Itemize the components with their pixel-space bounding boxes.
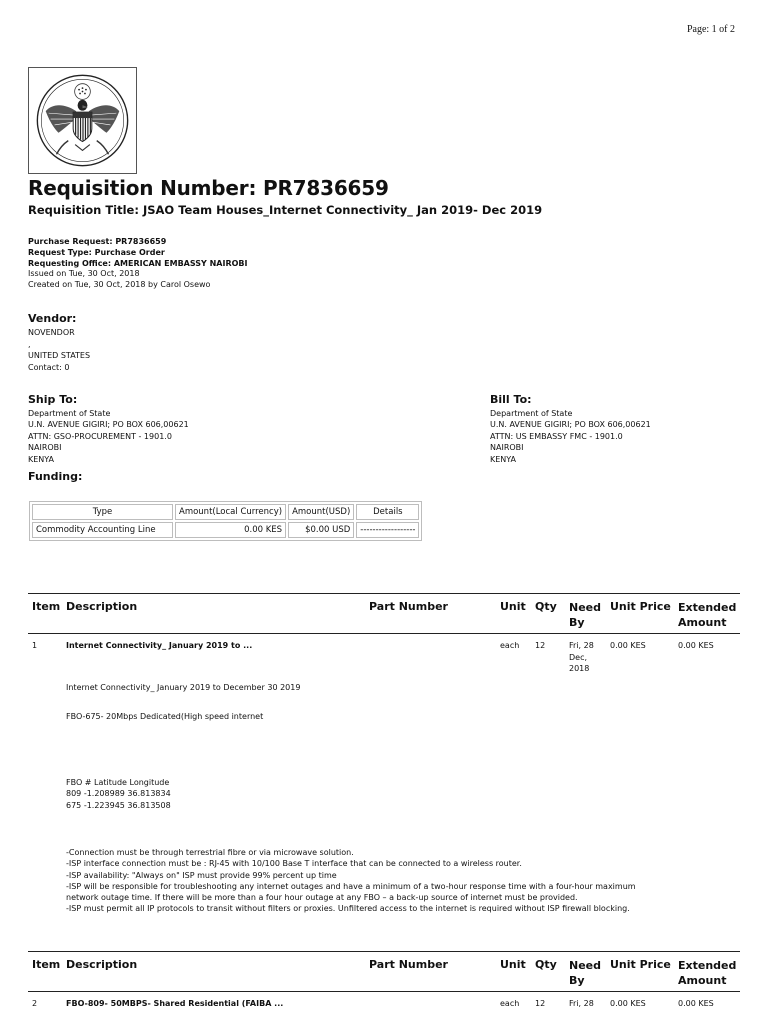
issued-date: Issued on Tue, 30 Oct, 2018 bbox=[28, 269, 140, 279]
seal-image bbox=[28, 67, 137, 174]
col-extended-line: Extended bbox=[678, 959, 737, 972]
item-description-line: FBO-675- 20Mbps Dedicated(High speed internet bbox=[66, 712, 264, 721]
item-title: Internet Connectivity_ January 2019 to ... bbox=[66, 641, 253, 650]
col-unit: Unit bbox=[500, 958, 526, 971]
col-extended-line: Amount bbox=[678, 974, 727, 987]
col-extended-amount bbox=[678, 958, 736, 988]
ship-to-line: ATTN: GSO-PROCUREMENT - 1901.0 bbox=[28, 431, 172, 441]
requirement-line: -Connection must be through terrestrial fibre or via microwave solution. bbox=[66, 848, 354, 857]
col-part-number: Part Number bbox=[369, 958, 448, 971]
item-need-by bbox=[569, 640, 594, 675]
coordinates-line: 675 -1.223945 36.813508 bbox=[66, 800, 171, 810]
item-unit-price: 0.00 KES bbox=[610, 999, 646, 1008]
col-unit: Unit bbox=[500, 600, 526, 613]
col-description: Description bbox=[66, 958, 138, 971]
requirement-line: -ISP availability: "Always on" ISP must provide 99% percent up time bbox=[66, 870, 337, 880]
item-need-by-line: Fri, 28 bbox=[569, 641, 594, 650]
ship-to-address bbox=[28, 408, 189, 465]
col-description: Description bbox=[66, 600, 138, 613]
funding-col-details: Details bbox=[356, 504, 419, 520]
vendor-line: Contact: 0 bbox=[28, 362, 70, 372]
requisition-title: Requisition Title: JSAO Team Houses_Internet Connectivity_ Jan 2019- Dec 2019 bbox=[28, 203, 543, 217]
col-need-by-line: Need bbox=[569, 959, 602, 972]
ship-to-line: KENYA bbox=[28, 454, 55, 464]
items-header-bottom-rule bbox=[28, 991, 740, 992]
coordinates-line: 809 -1.208989 36.813834 bbox=[66, 789, 171, 799]
item-coordinates bbox=[66, 777, 746, 811]
vendor-address bbox=[28, 327, 90, 373]
col-need-by bbox=[569, 600, 601, 630]
col-extended-line: Extended bbox=[678, 601, 737, 614]
requirement-line: network outage time. If there will be more than a four hour outage at any FBO – a back-up source of internet must be provided. bbox=[66, 893, 578, 903]
vendor-line: UNITED STATES bbox=[28, 351, 91, 361]
funding-heading: Funding: bbox=[28, 470, 83, 483]
bill-to-line: KENYA bbox=[490, 454, 517, 464]
page-number: Page: 1 of 2 bbox=[686, 24, 735, 35]
item-need-by-line: 2018 bbox=[569, 664, 590, 673]
funding-col-local: Amount(Local Currency) bbox=[175, 504, 286, 520]
col-need-by-line: By bbox=[569, 974, 585, 987]
funding-row bbox=[32, 522, 419, 538]
item-extended-amount: 0.00 KES bbox=[678, 999, 714, 1008]
col-unit-price: Unit Price bbox=[610, 600, 671, 613]
col-extended-amount bbox=[678, 600, 736, 630]
bill-to-heading: Bill To: bbox=[490, 393, 532, 406]
funding-usd-cell: $0.00 USD bbox=[288, 522, 354, 538]
item-qty: 12 bbox=[535, 999, 546, 1008]
item-unit-price: 0.00 KES bbox=[610, 641, 646, 650]
requirement-line: -ISP interface connection must be : RJ-45 with 10/100 Base T interface that can be connected to a wireless router. bbox=[66, 859, 522, 869]
col-extended-line: Amount bbox=[678, 616, 727, 629]
vendor-heading: Vendor: bbox=[28, 312, 77, 325]
requirement-line: -ISP must permit all IP protocols to transit without filters or proxies. Unfiltered access to the internet is required without ISP firewall blocking. bbox=[66, 904, 630, 914]
item-extended-amount: 0.00 KES bbox=[678, 641, 714, 650]
bill-to-line: Department of State bbox=[490, 409, 573, 418]
item-need-by: Fri, 28 bbox=[569, 999, 594, 1008]
requisition-number: Requisition Number: PR7836659 bbox=[28, 176, 389, 200]
vendor-line: , bbox=[28, 339, 31, 349]
bill-to-address bbox=[490, 408, 651, 465]
col-qty: Qty bbox=[535, 600, 557, 613]
coordinates-line: FBO # Latitude Longitude bbox=[66, 778, 170, 787]
item-need-by-line: Dec, bbox=[569, 652, 588, 662]
col-need-by-line: By bbox=[569, 616, 585, 629]
requirement-line: -ISP will be responsible for troubleshooting any internet outages and have a minimum of a two-hour response time with a four-hour maximum bbox=[66, 881, 636, 891]
item-qty: 12 bbox=[535, 641, 546, 650]
item-title: FBO-809- 50MBPS- Shared Residential (FAIBA ... bbox=[66, 999, 284, 1008]
item-unit: each bbox=[500, 999, 520, 1008]
col-qty: Qty bbox=[535, 958, 557, 971]
vendor-line: NOVENDOR bbox=[28, 328, 75, 337]
ship-to-heading: Ship To: bbox=[28, 393, 78, 406]
item-number: 2 bbox=[32, 999, 38, 1008]
col-part-number: Part Number bbox=[369, 600, 448, 613]
ship-to-line: U.N. AVENUE GIGIRI; PO BOX 606,00621 bbox=[28, 420, 189, 430]
col-item: Item bbox=[32, 958, 61, 971]
funding-col-usd: Amount(USD) bbox=[288, 504, 354, 520]
item-unit: each bbox=[500, 641, 520, 650]
purchase-request: Purchase Request: PR7836659 bbox=[28, 237, 167, 246]
item-description-line: Internet Connectivity_ January 2019 to December 30 2019 bbox=[66, 683, 301, 692]
col-item: Item bbox=[32, 600, 61, 613]
item-requirements bbox=[66, 847, 746, 915]
request-meta bbox=[28, 237, 248, 291]
ship-to-line: Department of State bbox=[28, 409, 111, 418]
items-header-top-rule bbox=[28, 593, 740, 594]
bill-to-line: NAIROBI bbox=[490, 443, 524, 453]
request-type: Request Type: Purchase Order bbox=[28, 247, 165, 257]
funding-col-type: Type bbox=[32, 504, 173, 520]
item-number: 1 bbox=[32, 641, 38, 650]
us-great-seal-icon bbox=[29, 68, 136, 173]
col-need-by bbox=[569, 958, 601, 988]
requesting-office: Requesting Office: AMERICAN EMBASSY NAIROBI bbox=[28, 258, 248, 268]
funding-details-cell: ------------------ bbox=[356, 522, 419, 538]
bill-to-line: U.N. AVENUE GIGIRI; PO BOX 606,00621 bbox=[490, 420, 651, 430]
ship-to-line: NAIROBI bbox=[28, 443, 62, 453]
funding-header-row bbox=[32, 504, 419, 520]
col-unit-price: Unit Price bbox=[610, 958, 671, 971]
created-date: Created on Tue, 30 Oct, 2018 by Carol Osewo bbox=[28, 280, 211, 290]
col-need-by-line: Need bbox=[569, 601, 602, 614]
items-header-top-rule bbox=[28, 951, 740, 952]
items-header-bottom-rule bbox=[28, 633, 740, 634]
bill-to-line: ATTN: US EMBASSY FMC - 1901.0 bbox=[490, 431, 623, 441]
funding-table bbox=[29, 501, 422, 541]
funding-local-cell: 0.00 KES bbox=[175, 522, 286, 538]
funding-type-cell: Commodity Accounting Line bbox=[32, 522, 173, 538]
